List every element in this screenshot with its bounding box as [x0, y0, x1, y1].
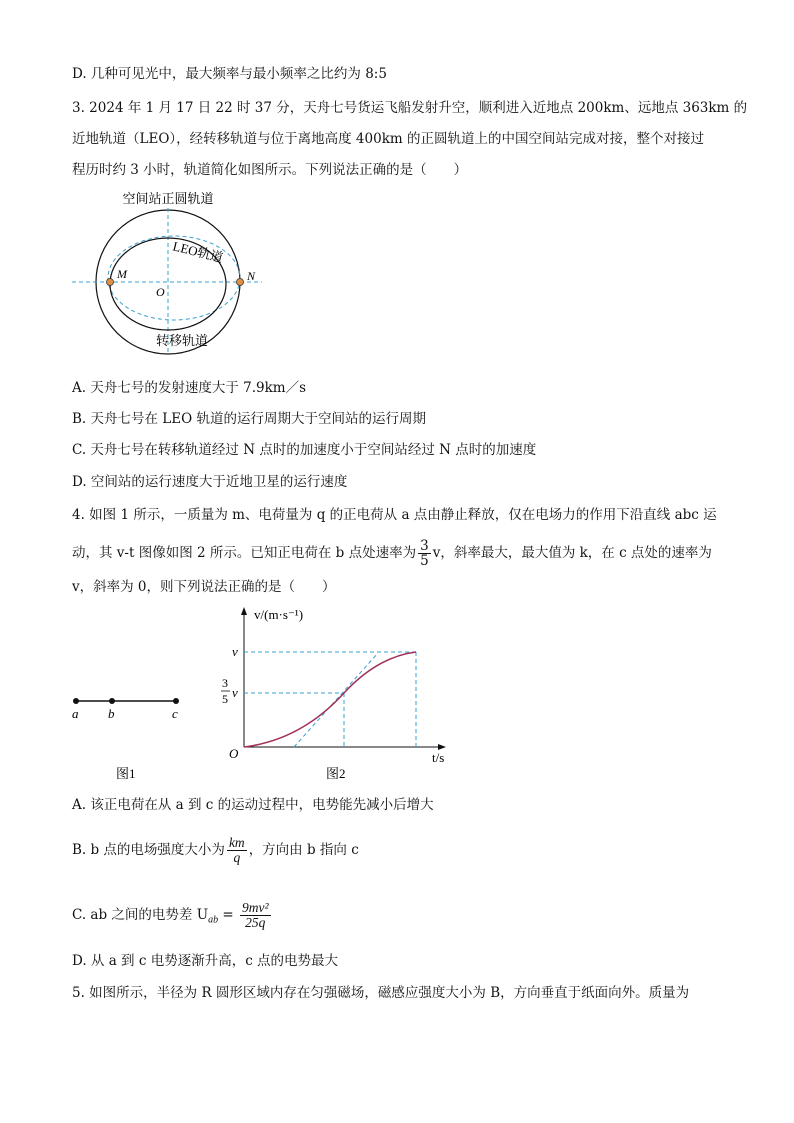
q4-option-c: [72, 895, 273, 941]
figure-2: [212, 603, 462, 785]
q2-option-d: D. 几种可见光中，最大频率与最小频率之比约为 8:5: [72, 66, 387, 82]
fraction-km-q: $\frac{km}{q}$: [228, 835, 245, 865]
label-c: c: [172, 706, 178, 721]
q4-stem-line1: 4. 如图 1 所示，一质量为 m、电荷量为 q 的正电荷从 a 点由静止释放，仅在电场力的作用下沿直线 abc 运: [72, 507, 717, 523]
point-n: [237, 279, 244, 286]
q4-stem-line2-pre: 动，其 v-t 图像如图 2 所示。已知正电荷在 b 点处速率为: [72, 545, 417, 561]
q4-option-c-sub: ab: [208, 914, 219, 926]
label-m: M: [117, 267, 127, 281]
q4-option-a: A. 该正电荷在从 a 到 c 的运动过程中，电势能先减小后增大: [72, 797, 434, 813]
tick-v: v: [232, 644, 238, 659]
label-o: O: [156, 285, 165, 299]
dot-b: [109, 698, 115, 704]
q4-option-c-eq: =: [218, 907, 238, 923]
tick-35-den: 5: [222, 692, 228, 706]
q4-stem-line2-post: v，斜率最大，最大值为 k，在 c 点处的速率为: [432, 545, 712, 561]
label-leo: LEO轨道: [171, 238, 225, 266]
vt-curve: [244, 652, 416, 747]
x-axis-label: t/s: [432, 750, 445, 765]
q3-stem-line3: 程历时约 3 小时，轨道简化如图所示。下列说法正确的是（ ）: [72, 162, 468, 178]
q3-stem-line1: 3. 2024 年 1 月 17 日 22 时 37 分，天舟七号货运飞船发射升空，顺利进入近地点 200km、远地点 363km 的: [72, 100, 748, 116]
q4-option-b-pre: B. b 点的电场强度大小为: [72, 842, 225, 858]
y-axis-label: v/(m·s⁻¹): [254, 607, 304, 622]
origin-label: O: [229, 746, 239, 761]
q3-option-b: B. 天舟七号在 LEO 轨道的运行周期大于空间站的运行周期: [72, 411, 426, 427]
q4-stem-line3: v，斜率为 0，则下列说法正确的是（ ）: [72, 579, 336, 595]
q3-stem-line2: 近地轨道（LEO），经转移轨道与位于离地高度 400km 的正圆轨道上的中国空间站完成对接，整个对接过: [72, 131, 704, 147]
orbit-figure: [70, 188, 270, 360]
q4-option-c-pre: C. ab 之间的电势差 U: [72, 907, 209, 923]
label-n: N: [247, 269, 256, 283]
q4-option-b: [72, 830, 359, 870]
label-transfer: 转移轨道: [156, 333, 209, 348]
fraction-9mv2-25q: $\frac{\text{9mv²}}{25q}$: [242, 900, 269, 930]
q4-stem-line2: [72, 538, 712, 568]
dot-c: [173, 698, 179, 704]
q3-option-c: C. 天舟七号在转移轨道经过 N 点时的加速度小于空间站经过 N 点时的加速度: [72, 442, 537, 458]
orbit-label-top: 空间站正圆轨道: [122, 191, 214, 206]
q3-option-d: D. 空间站的运行速度大于近地卫星的运行速度: [72, 474, 348, 490]
q3-option-a: A. 天舟七号的发射速度大于 7.9km／s: [72, 380, 307, 396]
caption-fig1: 图1: [116, 766, 136, 781]
q4-option-d: D. 从 a 到 c 电势逐渐升高，c 点的电势最大: [72, 953, 339, 969]
fraction-three-fifths: $\frac{3}{5}$: [420, 538, 429, 569]
q5-stem-line1: 5. 如图所示，半径为 R 圆形区域内存在匀强磁场，磁感应强度大小为 B，方向垂直于纸面向外。质量为: [72, 985, 690, 1001]
dot-a: [73, 698, 79, 704]
figure-1: [68, 690, 188, 785]
caption-fig2: 图2: [326, 766, 346, 781]
tick-35-num: 3: [222, 676, 228, 690]
tick-35-v: v: [232, 685, 238, 700]
y-axis-arrow: [241, 607, 247, 615]
label-a: a: [72, 706, 79, 721]
q4-option-b-post: ，方向由 b 指向 c: [248, 842, 359, 858]
tangent-at-b: [294, 653, 378, 747]
point-m: [107, 279, 114, 286]
label-b: b: [108, 706, 115, 721]
